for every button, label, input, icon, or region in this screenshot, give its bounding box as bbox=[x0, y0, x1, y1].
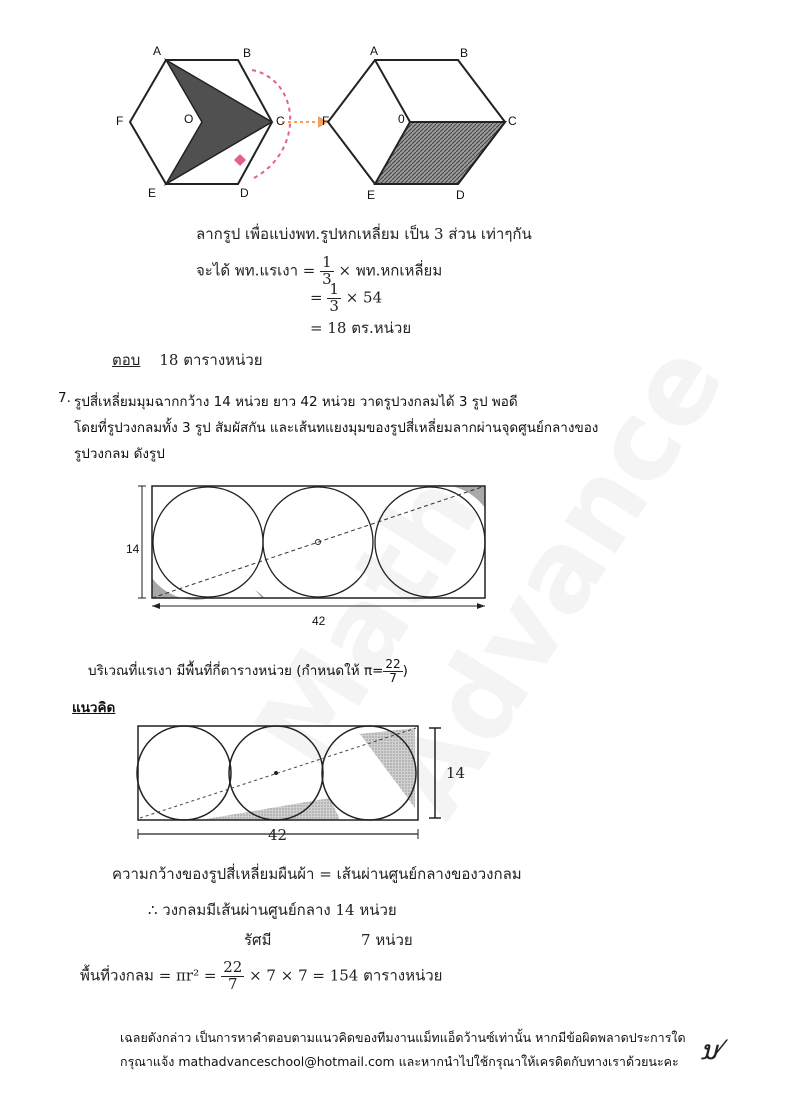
label-B-right: B bbox=[460, 46, 469, 60]
label-A-right: A bbox=[370, 44, 379, 58]
solution-line2: ∴ วงกลมมีเส้นผ่านศูนย์กลาง 14 หน่วย bbox=[148, 901, 397, 919]
label-D-right: D bbox=[456, 188, 465, 202]
problem-line1: รูปสี่เหลี่ยมมุมฉากกว้าง 14 หน่วย ยาว 42 หน่วย วาดรูปวงกลมได้ 3 รูป พอดี bbox=[74, 394, 518, 410]
right-shaded-rhombus bbox=[375, 122, 505, 184]
problem-question: บริเวณที่แรเงา มีพื้นที่กี่ตารางหน่วย (กำหนดให้ π= $\frac{22}{7}$ ) bbox=[88, 657, 408, 685]
problem-width-label: 14 bbox=[126, 542, 140, 556]
label-E-left: E bbox=[148, 186, 157, 200]
solution-width-label: 14 bbox=[446, 764, 466, 782]
work1-line4: = 18 ตร.หน่วย bbox=[310, 319, 412, 337]
solution-line3: รัศมี 7 หน่วย bbox=[244, 931, 413, 949]
work1-line2-label: จะได้ พท.แรเงา = bbox=[196, 261, 316, 280]
label-O-right: 0 bbox=[398, 112, 405, 126]
solution-circle-1 bbox=[137, 726, 231, 820]
work1-line3-fraction: $\frac{1}{3}$ bbox=[329, 280, 339, 315]
problem-figure bbox=[120, 478, 500, 618]
hexagon-figures bbox=[0, 0, 800, 210]
solution-fraction: $\frac{22}{7}$ bbox=[223, 958, 243, 993]
work1-line3: = $\frac{1}{3}$ × 54 bbox=[310, 280, 383, 315]
solution-line4: พื้นที่วงกลม = πr² = $\frac{22}{7}$ × 7 × 7 = 154 ตารางหน่วย bbox=[80, 958, 443, 993]
problem-number: 7. bbox=[58, 390, 71, 406]
problem-line2: โดยที่รูปวงกลมทั้ง 3 รูป สัมผัสกัน และเส้นทแยงมุมของรูปสี่เหลี่ยมลากผ่านจุดศูนย์กลางของ bbox=[74, 420, 599, 436]
left-shaded-arrow bbox=[166, 60, 272, 184]
label-O-left: O bbox=[184, 112, 194, 126]
circle-1 bbox=[153, 487, 263, 597]
label-B-left: B bbox=[243, 46, 252, 60]
work1-answer bbox=[112, 348, 263, 372]
label-F-left: F bbox=[116, 114, 124, 128]
solution-line1: ความกว้างของรูปสี่เหลี่ยมผืนผ้า = เส้นผ่านศูนย์กลางของวงกลม bbox=[112, 865, 522, 883]
label-C-right: C bbox=[508, 114, 517, 128]
label-C-left: C bbox=[276, 114, 285, 128]
label-F-right: F bbox=[322, 114, 330, 128]
solution-heading: แนวคิด bbox=[72, 700, 116, 716]
pi-fraction: $\frac{22}{7}$ bbox=[385, 657, 401, 685]
solution-length-label: 42 bbox=[268, 826, 288, 844]
pink-mark bbox=[234, 154, 246, 166]
label-A-left: A bbox=[153, 44, 162, 58]
work1-line2-rest: × พท.หกเหลี่ยม bbox=[338, 261, 443, 280]
answer-label: ตอบ bbox=[112, 351, 141, 369]
footer-line2: กรุณาแจ้ง mathadvanceschool@hotmail.com และหากนำไปใช้กรุณาให้เครดิตกับทางเราด้วยนะคะ bbox=[120, 1054, 679, 1069]
answer-value: 18 ตารางหน่วย bbox=[159, 351, 263, 369]
footer-line1: เฉลยดังกล่าว เป็นการหาคำตอบตามแนวคิดของทีมงานแม็ทแอ็ดว้านซ์เท่านั้น หากมีข้อผิดพลาดประการใด bbox=[120, 1030, 686, 1045]
solution-figure bbox=[120, 718, 460, 848]
work1-line2-fraction: $\frac{1}{3}$ bbox=[322, 253, 332, 288]
problem-line3: รูปวงกลม ดังรูป bbox=[74, 446, 165, 462]
label-D-left: D bbox=[240, 186, 249, 200]
diagonal bbox=[152, 486, 485, 598]
circle-3 bbox=[375, 487, 485, 597]
signature: ນ⁄ bbox=[700, 1036, 722, 1066]
problem-length-label: 42 bbox=[312, 614, 326, 628]
label-E-right: E bbox=[367, 188, 376, 202]
work1-line1: ลากรูป เพื่อแบ่งพท.รูปหกเหลี่ยม เป็น 3 ส่วน เท่าๆกัน bbox=[196, 225, 532, 243]
